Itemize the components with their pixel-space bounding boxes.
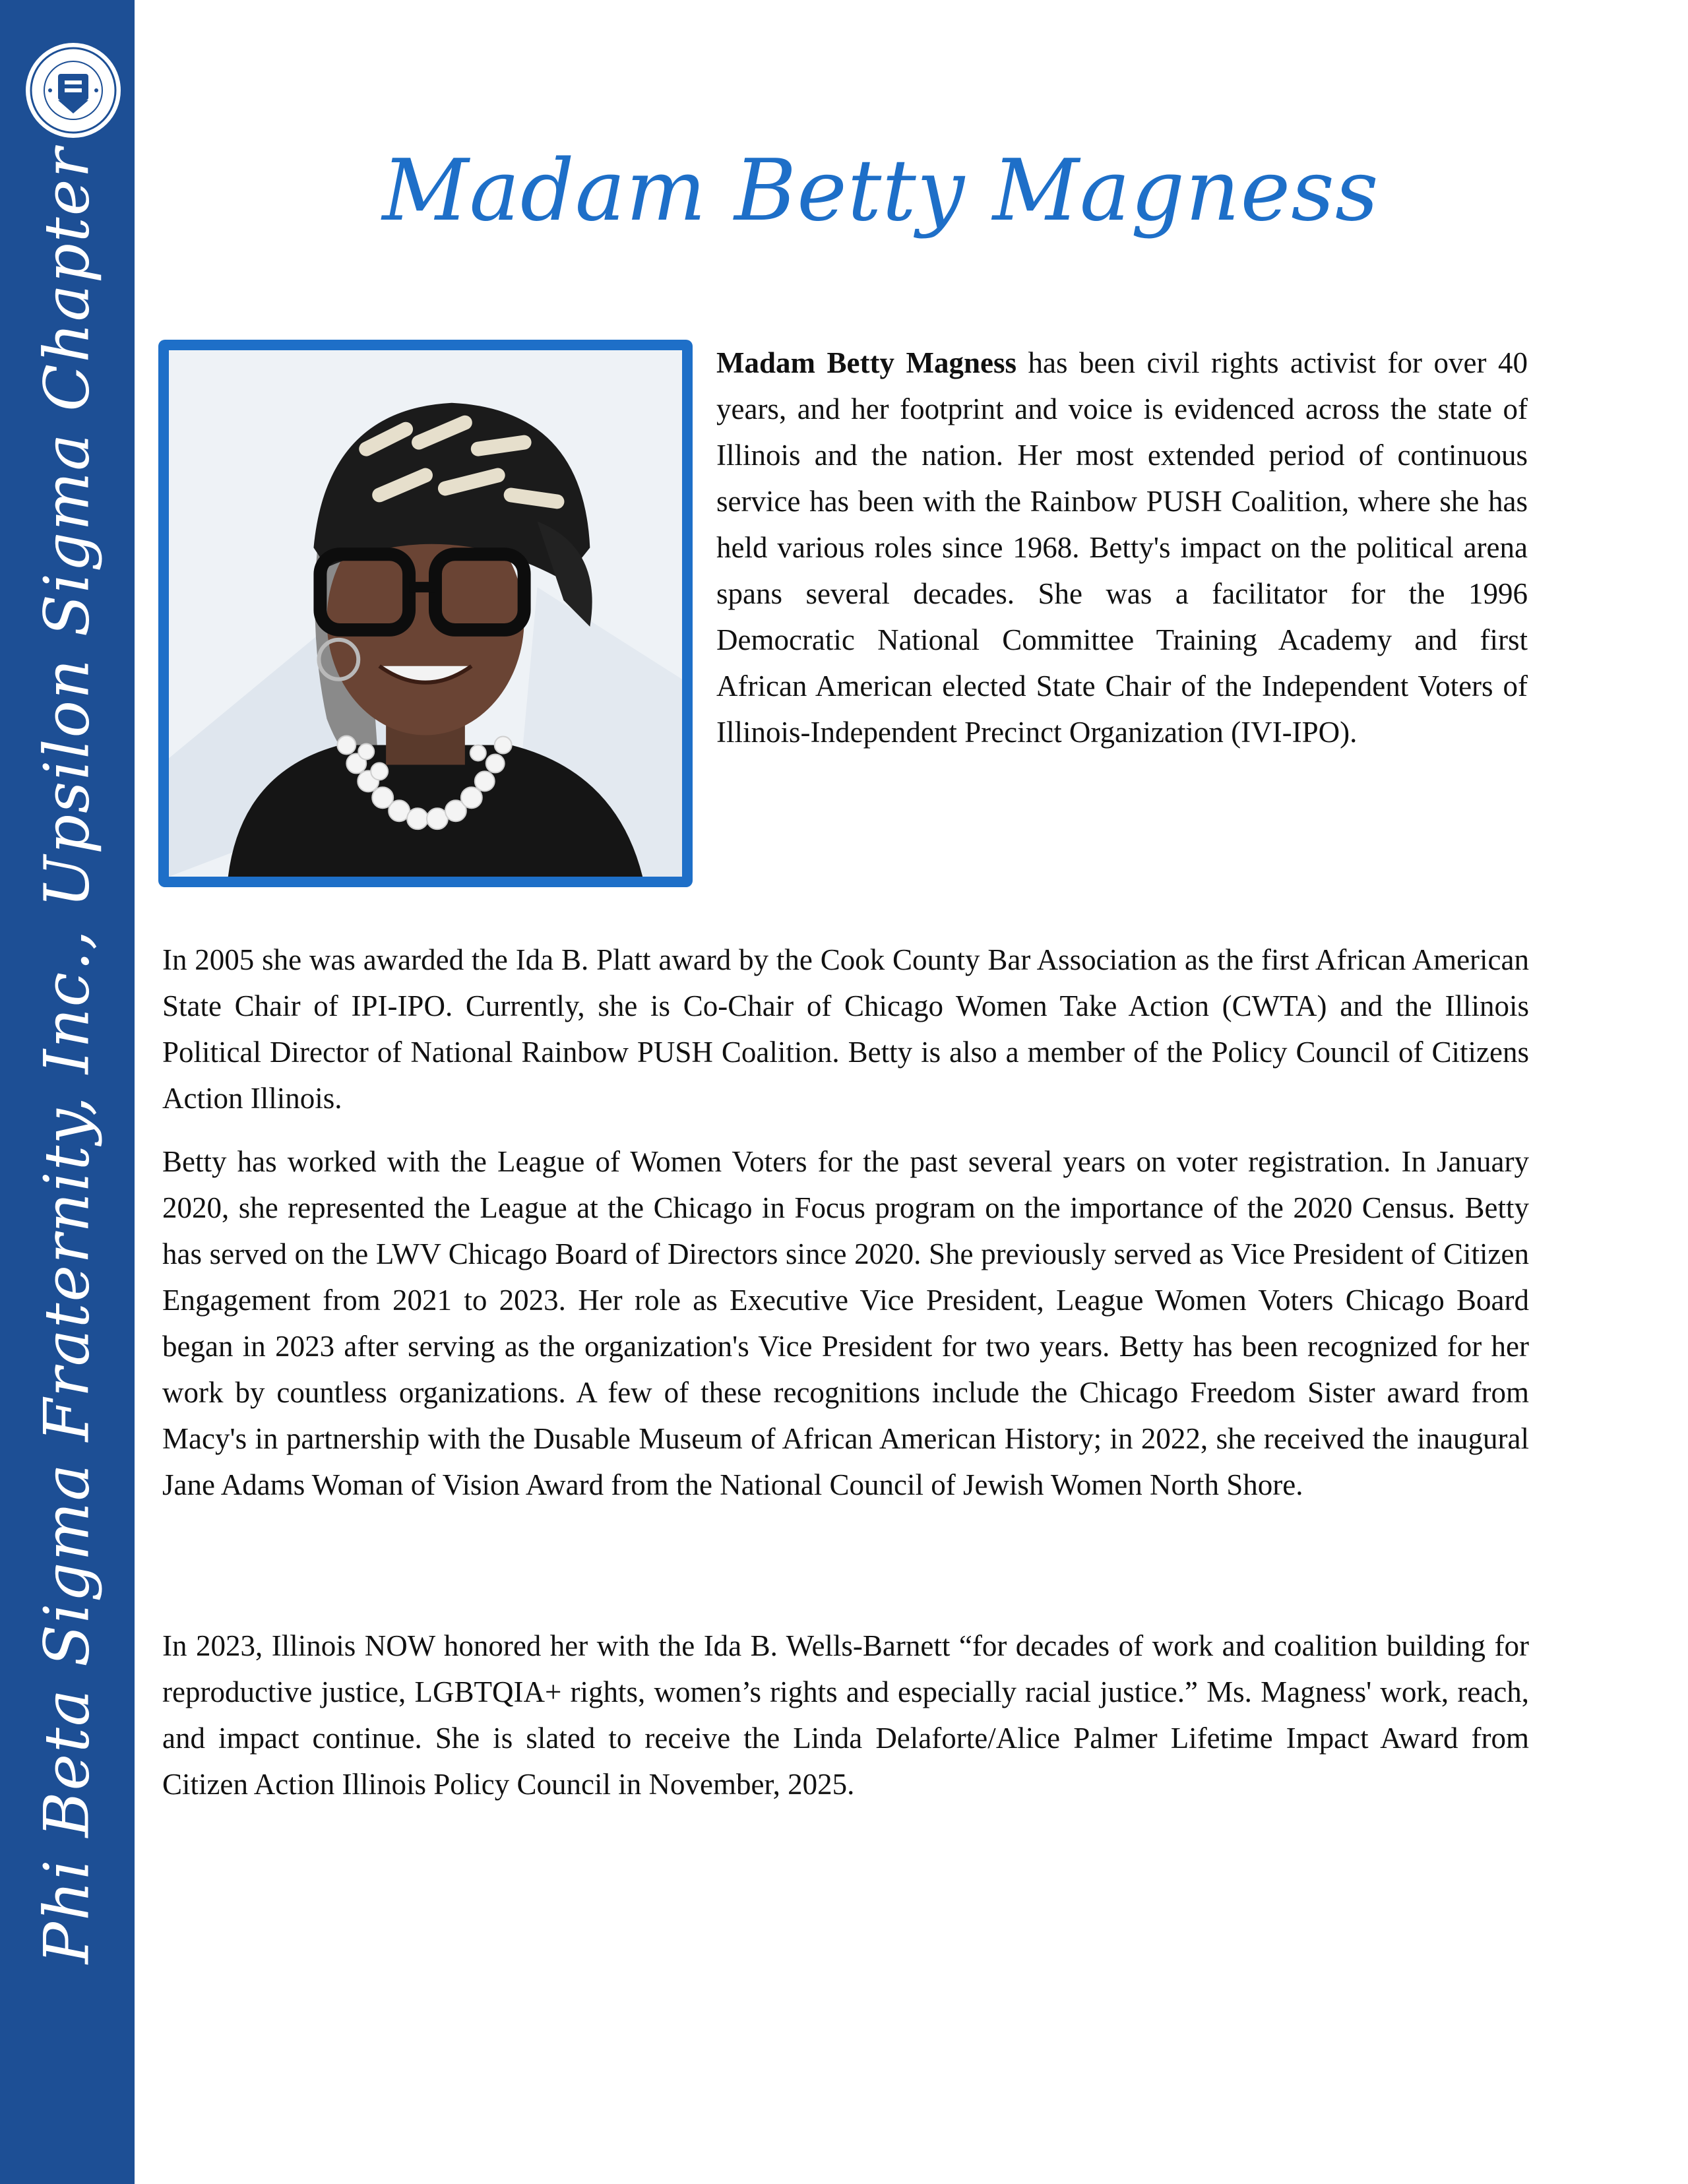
portrait-illustration bbox=[169, 350, 682, 877]
page-title: Madam Betty Magness bbox=[382, 142, 1379, 240]
intro-paragraph bbox=[716, 340, 1528, 755]
fraternity-seal-icon bbox=[24, 41, 123, 140]
sidebar bbox=[0, 0, 135, 2184]
body-paragraph-1: In 2005 she was awarded the Ida B. Platt award by the Cook County Bar Association as the first African American State Chair of IPI-IPO. Currently, she is Co-Chair of Chicago Women Take Action (CWTA) and the Illinois Political Director of National Rainbow PUSH Coalition. Betty is also a member of the Policy Council of Citizens Action Illinois. bbox=[162, 943, 1529, 1115]
intro-name: Madam Betty Magness bbox=[716, 346, 1016, 379]
intro-text: has been civil rights activist for over 40 years, and her footprint and voice is evidenced across the state of Illinois and the nation. Her most extended period of continuous service has been with the Rainbow PUSH Coalition, where she has held various roles since 1968. Betty's impact on the political arena spans several decades. She was a facilitator for the 1996 Democratic National Committee Training Academy and first African American elected State Chair of the Independent Voters of Illinois-Independent Precinct Organization (IVI-IPO). bbox=[716, 346, 1528, 749]
portrait-photo bbox=[158, 340, 693, 887]
body-paragraph-2: Betty has worked with the League of Women Voters for the past several years on voter registration. In January 2020, she represented the League at the Chicago in Focus program on the importance of the 2020 Census. Betty has served on the LWV Chicago Board of Directors since 2020. She previously served as Vice President of Citizen Engagement from 2021 to 2023. Her role as Executive Vice President, League Women Voters Chicago Board began in 2023 after serving as the organization's Vice President for two years. Betty has been recognized for her work by countless organizations. A few of these recognitions include the Chicago Freedom Sister award from Macy's in partnership with the Dusable Museum of African American History; in 2022, she received the inaugural Jane Adams Woman of Vision Award from the National Council of Jewish Women North Shore. bbox=[162, 1145, 1529, 1501]
body-paragraph-3: In 2023, Illinois NOW honored her with the Ida B. Wells-Barnett “for decades of work and coalition building for reproductive justice, LGBTQIA+ rights, women’s rights and especially racial justice.” Ms. Magness' work, reach, and impact continue. She is slated to receive the Linda Delaforte/Alice Palmer Lifetime Impact Award from Citizen Action Illinois Policy Council in November, 2025. bbox=[162, 1629, 1529, 1801]
sidebar-vertical-text: Phi Beta Sigma Fraternity, Inc., Upsilon Sigma Chapter bbox=[31, 146, 104, 1964]
